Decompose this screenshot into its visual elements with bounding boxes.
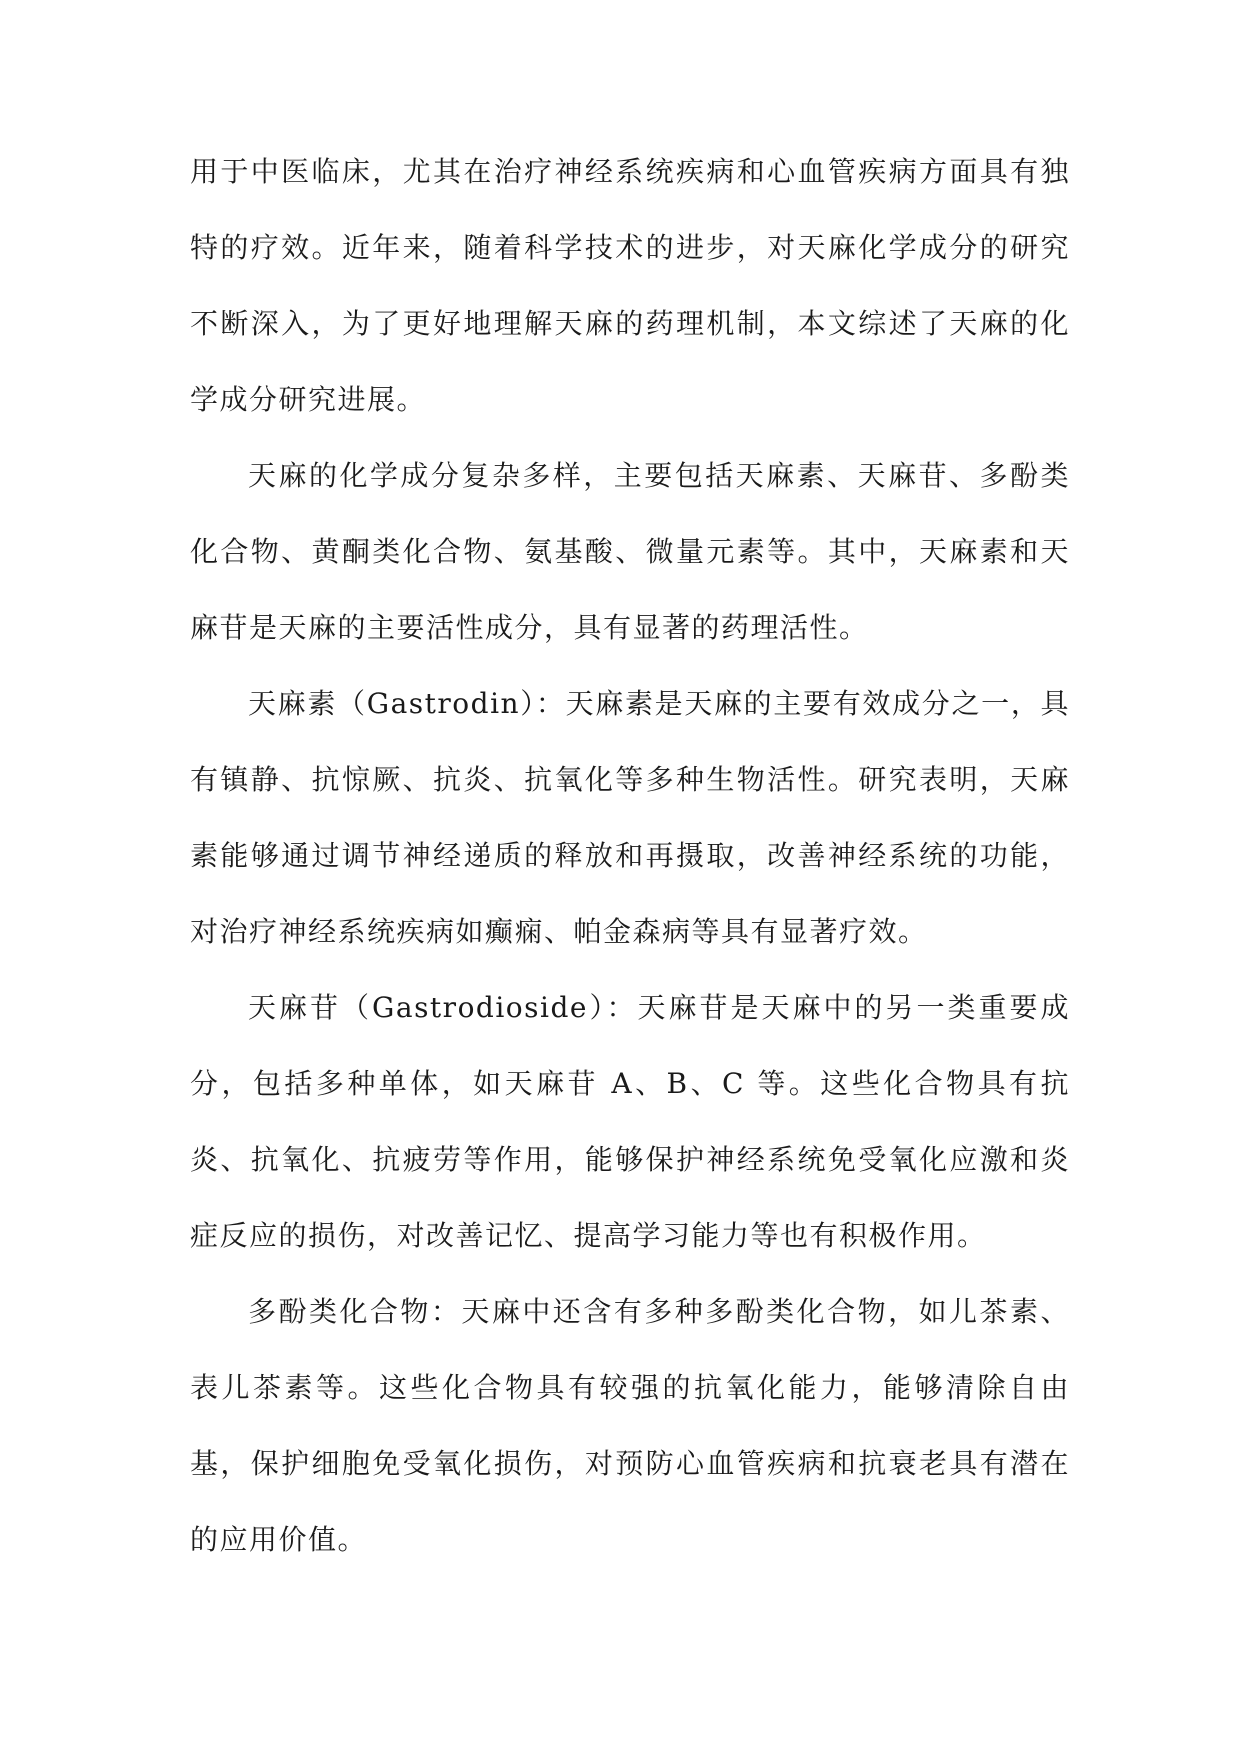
paragraph-polyphenols: 多酚类化合物：天麻中还含有多种多酚类化合物，如儿茶素、表儿茶素等。这些化合物具有较强的抗氧化能力，能够清除自由基，保护细胞免受氧化损伤，对预防心血管疾病和抗衰老具有潜在的应用价值。 bbox=[190, 1295, 1070, 1556]
document-body bbox=[190, 134, 1070, 1578]
paragraph-gastrodin: 天麻素（Gastrodin）：天麻素是天麻的主要有效成分之一，具有镇静、抗惊厥、抗炎、抗氧化等多种生物活性。研究表明，天麻素能够通过调节神经递质的释放和再摄取，改善神经系统的功能，对治疗神经系统疾病如癫痫、帕金森病等具有显著疗效。 bbox=[190, 687, 1070, 948]
paragraph-gastrodioside: 天麻苷（Gastrodioside）：天麻苷是天麻中的另一类重要成分，包括多种单体，如天麻苷 A、B、C 等。这些化合物具有抗炎、抗氧化、抗疲劳等作用，能够保护神经系统免受氧化应激和炎症反应的损伤，对改善记忆、提高学习能力等也有积极作用。 bbox=[190, 991, 1070, 1252]
paragraph-intro-continued: 用于中医临床，尤其在治疗神经系统疾病和心血管疾病方面具有独特的疗效。近年来，随着科学技术的进步，对天麻化学成分的研究不断深入，为了更好地理解天麻的药理机制，本文综述了天麻的化学成分研究进展。 bbox=[190, 155, 1070, 416]
paragraph-chemical-overview: 天麻的化学成分复杂多样，主要包括天麻素、天麻苷、多酚类化合物、黄酮类化合物、氨基酸、微量元素等。其中，天麻素和天麻苷是天麻的主要活性成分，具有显著的药理活性。 bbox=[190, 459, 1070, 644]
